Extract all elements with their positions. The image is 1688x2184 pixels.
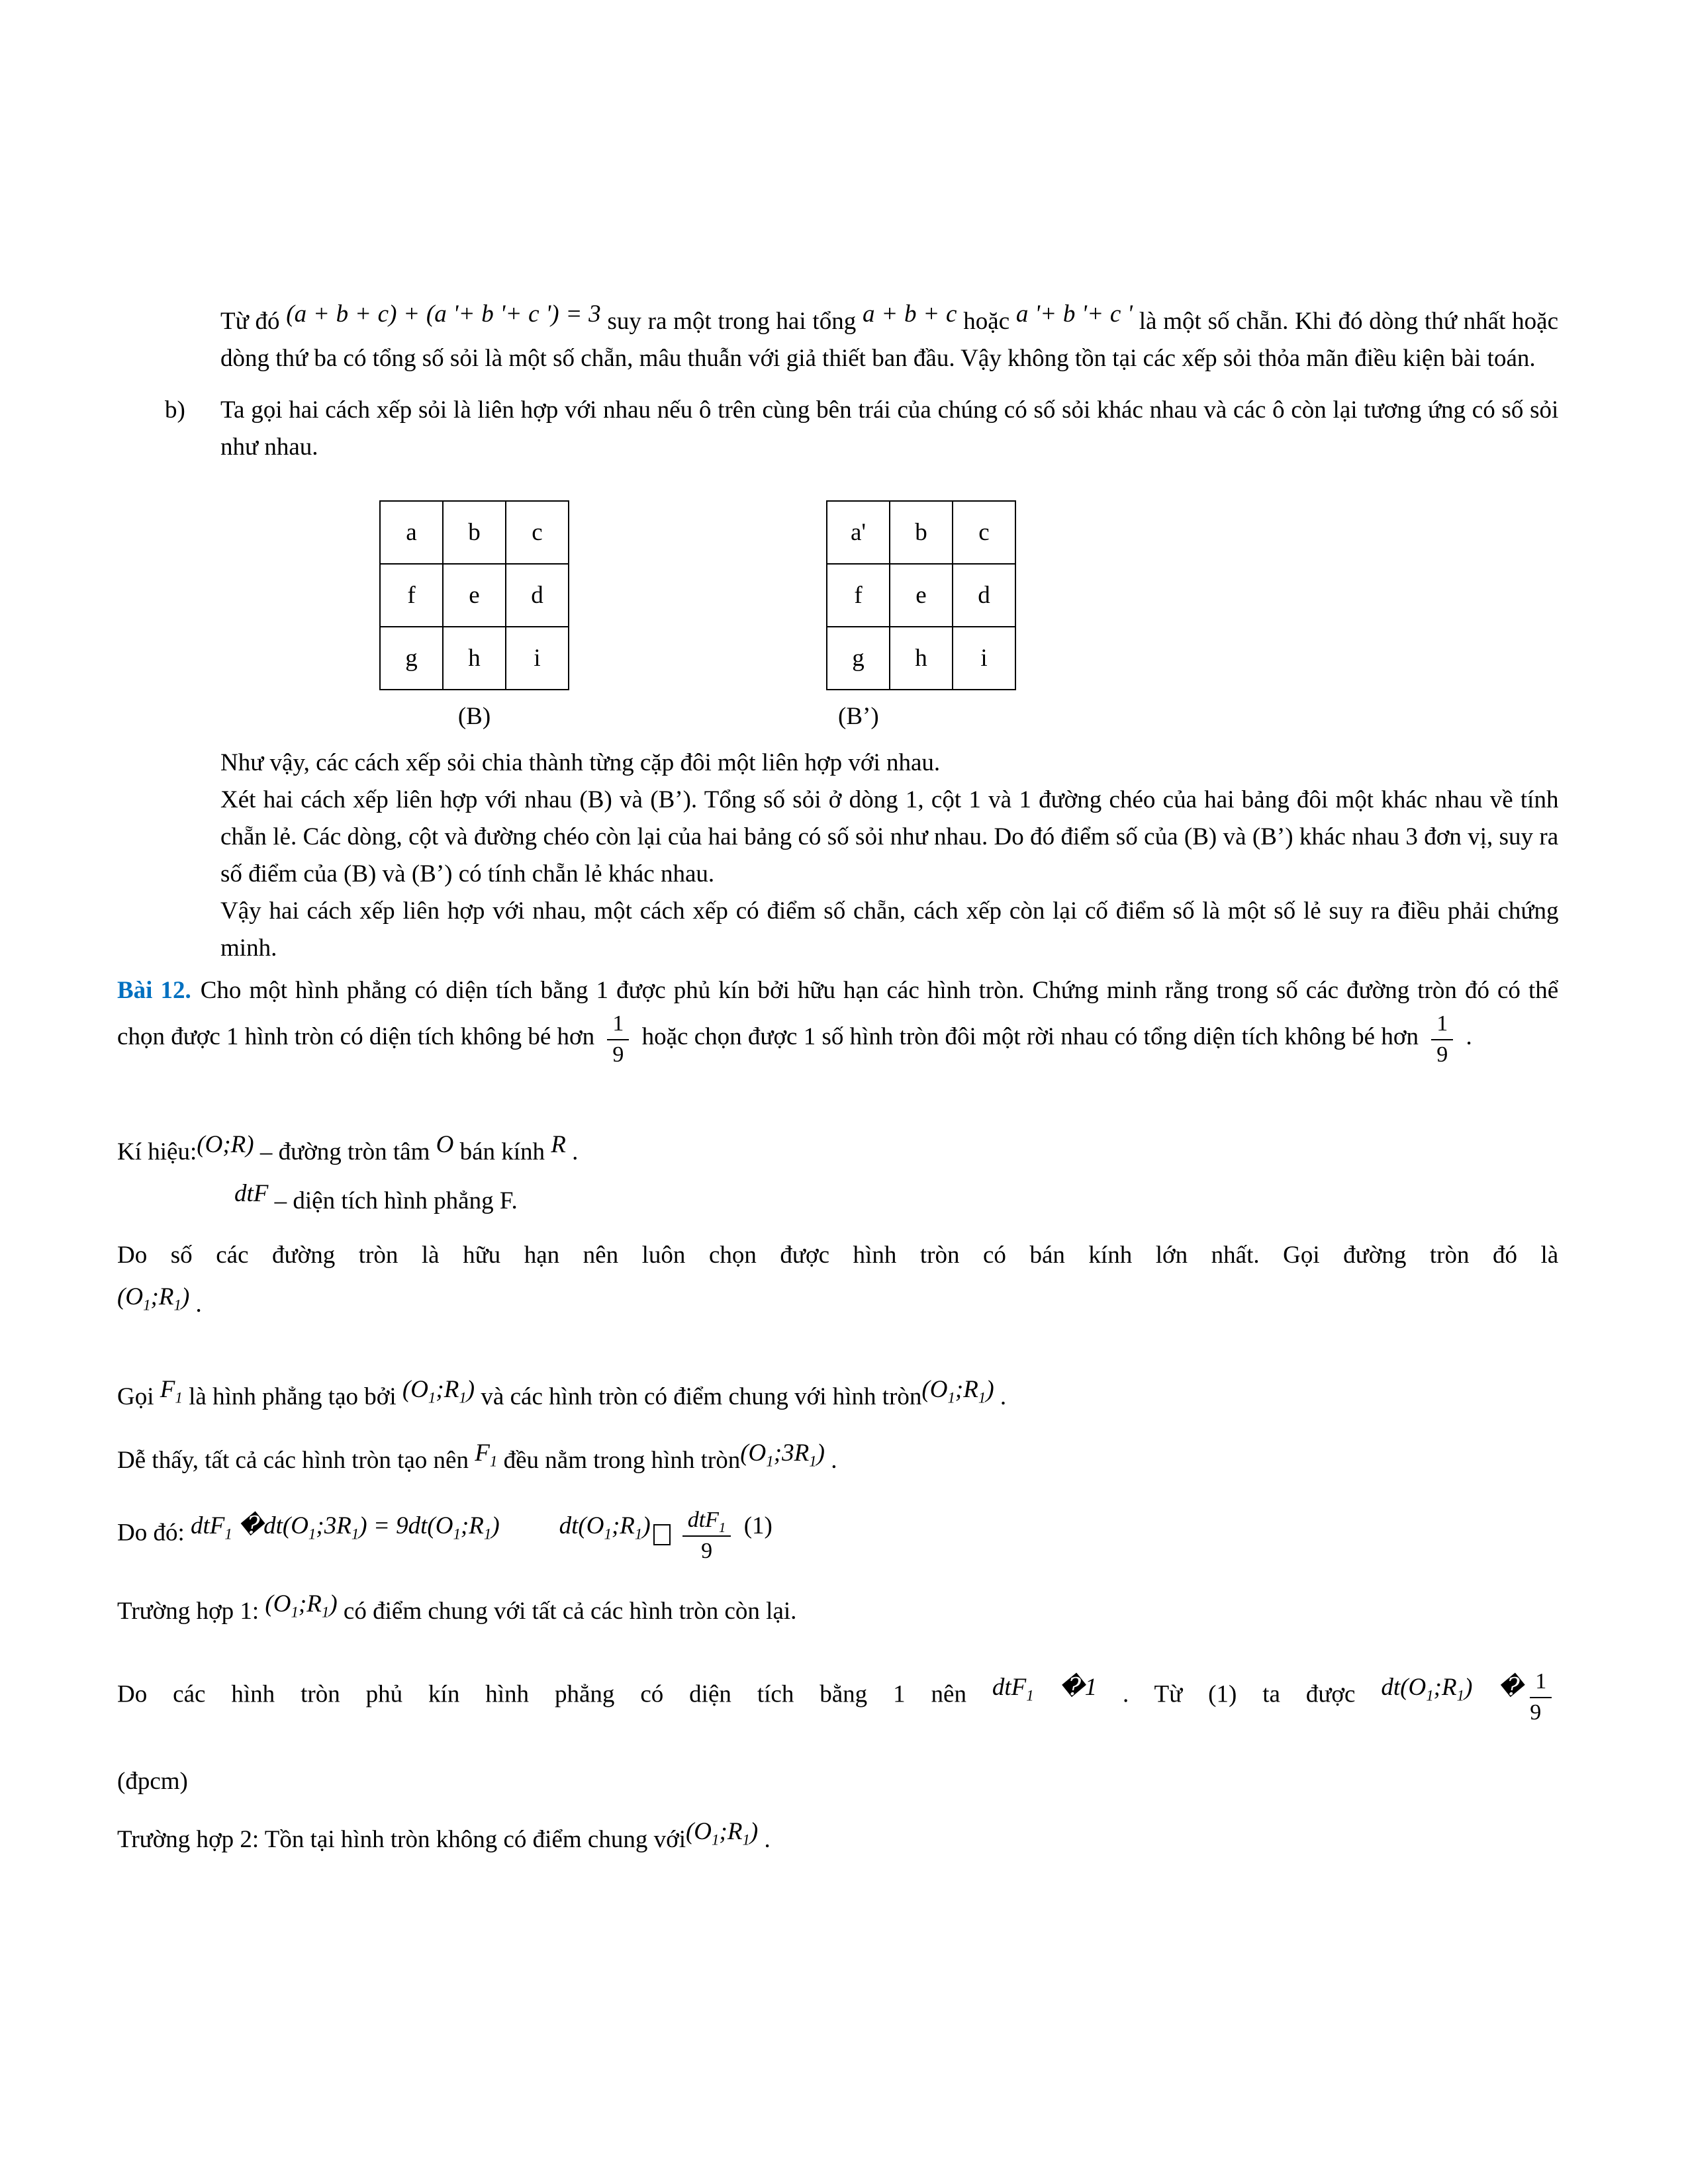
table-cell: d (506, 564, 569, 627)
table-cell: b (443, 501, 506, 564)
problem-12-text (117, 977, 1559, 1068)
text-segment: Do đó: (117, 1519, 185, 1547)
table-row (827, 564, 1015, 627)
math-segment: $(O_1;R_1)$ (117, 1283, 190, 1314)
subscript: 1 (173, 1297, 181, 1314)
subscript: 1 (947, 1389, 955, 1406)
subscript: 1 (453, 1525, 461, 1543)
math-segment: $(O_1;3R_1)$ (740, 1439, 825, 1470)
table-cell: g (827, 627, 890, 690)
subscript: 1 (143, 1297, 151, 1314)
math-segment: a + b + c (862, 300, 957, 328)
table-cell: d (953, 564, 1015, 627)
math-segment: = $9dt(O_1;R_1)$ (373, 1512, 500, 1543)
subscript: 1 (175, 1389, 183, 1406)
para-nhu-vay (220, 745, 1558, 782)
para-th1 (117, 1590, 1558, 1630)
subscript: 1 (483, 1525, 492, 1543)
table-cell: b (890, 501, 953, 564)
subscript: 1 (766, 1453, 774, 1470)
math-segment: dtF$_1$ $�dt(O_1;3R_1)$ (191, 1512, 367, 1543)
table-B (379, 500, 569, 690)
subscript: 1 (224, 1525, 232, 1543)
text-segment: là hình phẳng tạo bởi (189, 1383, 397, 1411)
item-b-text (220, 396, 1558, 461)
math-segment: O (436, 1131, 454, 1159)
text-segment: . Từ (1) ta được (1123, 1680, 1356, 1708)
text-segment: (1) (743, 1512, 773, 1539)
para-goi (117, 1376, 1558, 1416)
math-segment: (a + b + c) + (a '+ b '+ c ') = 3 (286, 300, 601, 328)
fraction (607, 1009, 629, 1068)
list-marker-b: b) (165, 396, 185, 424)
table-cell: e (890, 564, 953, 627)
text-segment: và các hình tròn có điểm chung với hình tròn (481, 1383, 922, 1411)
fraction-denominator: 9 (1530, 1700, 1542, 1725)
math-segment: (O;R) (197, 1131, 254, 1159)
text-segment: Gọi (117, 1383, 154, 1411)
para-vay-hai (220, 893, 1558, 967)
text-segment: là một số chẵn. Khi đó dòng thứ nhất hoặc dòng thứ ba có tổng số sỏi là một số chẵn, mâu thuẫn với giả thiết ban đầu. Vậy không tồn tại các xếp sỏi thỏa mãn điều kiện bài toán. (220, 308, 1559, 372)
table-row (827, 627, 1015, 690)
table-B-label: (B) (457, 703, 491, 730)
table-cell: i (506, 627, 569, 690)
text-segment: – diện tích hình phẳng F. (274, 1187, 518, 1215)
text-segment: Kí hiệu: (117, 1138, 197, 1166)
table-row (380, 564, 569, 627)
subscript: 1 (712, 1831, 720, 1848)
fraction-denominator: 9 (612, 1042, 624, 1068)
para-do-so (117, 1237, 1558, 1274)
table-cell: i (953, 627, 1015, 690)
math-segment: $(O_1;R_1)$ (265, 1590, 338, 1621)
text-segment: Trường hợp 1: (117, 1598, 259, 1625)
math-segment: $F_1$ (160, 1376, 183, 1406)
para-o1r1 (117, 1283, 1558, 1323)
document-content (117, 300, 1559, 1858)
fraction-numerator: 1 (1530, 1667, 1552, 1698)
subscript: 1 (291, 1604, 299, 1621)
para-ki-hieu (117, 1131, 1558, 1171)
subscript: 1 (634, 1525, 643, 1543)
text-segment: (đpcm) (117, 1767, 188, 1795)
text-segment: Xét hai cách xếp liên hợp với nhau (B) và (B’). Tổng số sỏi ở dòng 1, cột 1 và 1 đường chéo của hai bảng đôi một khác nhau về tính chẵn lẻ. Các dòng, cột và đường chéo còn lại của hai bảng có số sỏi như nhau. Do đó điểm số của (B) và (B’) khác nhau 3 đơn vị, suy ra số điểm của (B) và (B’) có tính chẵn lẻ khác nhau. (220, 786, 1559, 887)
math-segment: dtF (234, 1180, 269, 1208)
fraction-numerator: 1 (607, 1009, 629, 1040)
text-segment: . (1000, 1383, 1007, 1411)
math-segment: $(O_1;R_1)$ (921, 1376, 994, 1406)
para-item-b (165, 392, 1559, 466)
text-segment: suy ra một trong hai tổng (607, 308, 857, 335)
table-cell: f (380, 564, 443, 627)
text-segment: Cho một hình phẳng có diện tích bằng 1 được phủ kín bởi hữu hạn các hình tròn. Chứng minh rằng trong số các đường tròn đó có thể chọn được 1 hình tròn có diện tích không bé hơn (117, 977, 1559, 1050)
math-segment: R (551, 1131, 566, 1159)
table-row (380, 501, 569, 564)
table-cell: c (953, 501, 1015, 564)
para-intro (220, 300, 1559, 377)
math-segment: dtF$_1$ �1 (992, 1673, 1098, 1704)
math-segment: $(O_1;R_1)$ (685, 1818, 759, 1848)
text-segment: Vậy hai cách xếp liên hợp với nhau, một cách xếp có điểm số chẵn, cách xếp còn lại cố điểm số là một số lẻ suy ra điều phải chứng minh. (220, 897, 1559, 962)
table-cell: h (443, 627, 506, 690)
text-segment: – đường tròn tâm (259, 1138, 430, 1166)
fraction-numerator: 1 (1431, 1009, 1453, 1040)
text-segment: Dễ thấy, tất cả các hình tròn tạo nên (117, 1447, 469, 1475)
text-segment: Do số các đường tròn là hữu hạn nên luôn chọn được hình tròn có bán kính lớn nhất. Gọi đường tròn đó là (117, 1242, 1559, 1269)
subscript: 1 (978, 1389, 986, 1406)
subscript: 1 (459, 1389, 467, 1406)
para-de-thay (117, 1439, 1558, 1479)
subscript: 1 (1026, 1687, 1034, 1704)
text-segment: Như vậy, các cách xếp sỏi chia thành từng cặp đôi một liên hợp với nhau. (220, 749, 941, 776)
table-cell: f (827, 564, 890, 627)
fraction-numerator: dtF$_1$ (682, 1506, 731, 1537)
text-segment: có điểm chung với tất cả các hình tròn còn lại. (343, 1598, 797, 1625)
para-th2 (117, 1818, 1558, 1858)
para-dt-f (234, 1180, 1558, 1220)
math-segment: a '+ b '+ c ' (1015, 300, 1133, 328)
subscript: 1 (604, 1525, 612, 1543)
fraction (682, 1506, 731, 1564)
fraction-denominator: 9 (1436, 1042, 1448, 1068)
text-segment: hoặc chọn được 1 số hình tròn đôi một rời nhau có tổng diện tích không bé hơn (641, 1023, 1419, 1050)
text-segment: . (831, 1447, 837, 1475)
subscript: 1 (308, 1525, 316, 1543)
para-xet (220, 782, 1558, 893)
text-segment: Trường hợp 2: Tồn tại hình tròn không có điểm chung với (117, 1825, 686, 1853)
text-segment: đều nằm trong hình tròn (503, 1447, 741, 1475)
subscript: 1 (718, 1519, 726, 1535)
para-problem-12 (117, 972, 1558, 1068)
table-B-prime (826, 500, 1016, 690)
text-segment: bán kính (459, 1138, 545, 1166)
para-dpcm (117, 1763, 1558, 1800)
table-cell: a (380, 501, 443, 564)
text-segment: Từ đó (220, 308, 280, 335)
table-cell: g (380, 627, 443, 690)
text-segment: Do các hình tròn phủ kín hình phẳng có diện tích bằng 1 nên (117, 1680, 966, 1708)
table-B-block (379, 500, 569, 735)
para-do-do (117, 1506, 1558, 1564)
subscript: 1 (489, 1453, 498, 1470)
fraction (1431, 1009, 1453, 1068)
table-cell: a' (827, 501, 890, 564)
subscript: 1 (1426, 1687, 1434, 1704)
text-segment: . (1466, 1023, 1472, 1050)
problem-12-label: Bài 12. (117, 977, 191, 1004)
table-B-prime-block (826, 500, 1016, 735)
text-segment: Ta gọi hai cách xếp sỏi là liên hợp với nhau nếu ô trên cùng bên trái của chúng có số sỏi khác nhau và các ô còn lại tương ứng có số sỏi như nhau. (220, 396, 1559, 461)
fraction (1530, 1667, 1552, 1725)
subscript: 1 (742, 1831, 750, 1848)
box-symbol (653, 1524, 671, 1545)
subscript: 1 (321, 1604, 330, 1621)
math-segment: $F_1$ (475, 1439, 498, 1470)
table-B-prime-label: (B’) (838, 703, 879, 730)
math-segment: $(O_1;R_1)$ (402, 1376, 475, 1406)
table-cell: c (506, 501, 569, 564)
subscript: 1 (809, 1453, 817, 1470)
subscript: 1 (1456, 1687, 1465, 1704)
table-row (827, 501, 1015, 564)
subscript: 1 (351, 1525, 359, 1543)
text-segment: . (572, 1138, 579, 1166)
subscript: 1 (428, 1389, 436, 1406)
text-segment: hoặc (963, 308, 1010, 335)
fraction-denominator: 9 (701, 1539, 713, 1564)
math-segment: $dt(O_1;R_1)$ � (1381, 1673, 1524, 1704)
para-do-cac (117, 1667, 1558, 1725)
stone-tables (379, 500, 1558, 735)
table-cell: h (890, 627, 953, 690)
text-segment: . (195, 1291, 202, 1318)
text-segment: . (764, 1825, 771, 1853)
table-row (380, 627, 569, 690)
table-cell: e (443, 564, 506, 627)
math-segment: $dt(O_1;R_1)$ (559, 1512, 651, 1543)
